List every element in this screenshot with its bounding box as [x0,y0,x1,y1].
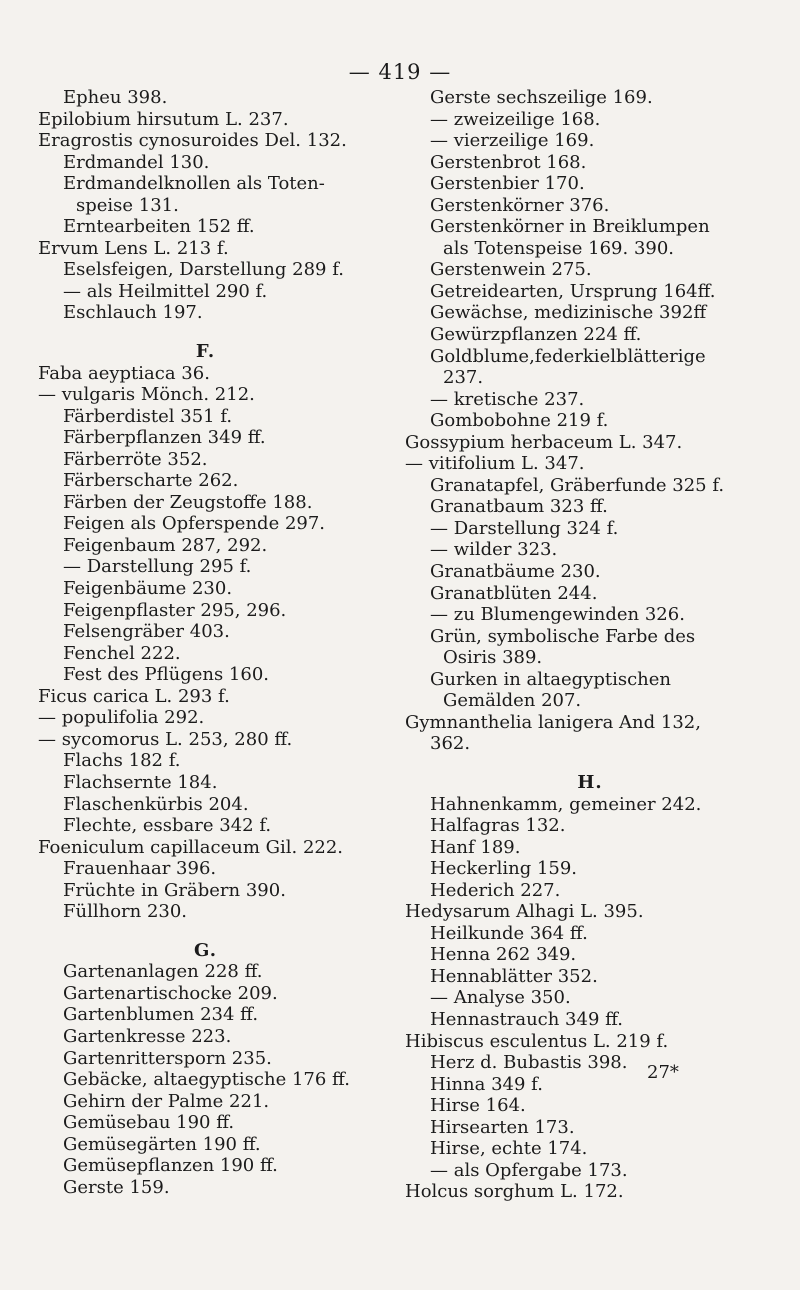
index-entry: Granatbaum 323 ff. [430,496,608,518]
index-entry: — vierzeilige 169. [430,130,595,152]
index-entry: Flechte, essbare 342 f. [63,815,272,837]
index-entry: Färberpflanzen 349 ff. [63,427,266,449]
section-heading: F. [195,341,216,363]
section-heading: H. [577,771,603,793]
index-entry: Hedysarum Alhagi L. 395. [405,901,644,923]
index-entry: als Totenspeise 169. 390. [443,237,675,259]
index-entry: Füllhorn 230. [63,901,188,923]
index-entry: Flachs 182 f. [63,750,181,772]
index-entry: Färberdistel 351 f. [63,405,233,427]
index-entry: Eragrostis cynosuroides Del. 132. [38,130,347,152]
index-entry: Foeniculum capillaceum Gil. 222. [38,836,344,858]
index-entry: Eschlauch 197. [63,302,203,324]
index-entry: — Darstellung 324 f. [430,517,619,539]
index-entry: Früchte in Gräbern 390. [63,879,286,901]
index-entry: Hederich 227. [430,879,561,901]
index-entry: Hirse, echte 174. [430,1138,588,1160]
index-entry: Gerstenbrot 168. [430,151,587,173]
index-entry: Goldblume,federkielblätterige [430,345,706,367]
index-entry: Granatbäume 230. [430,561,601,583]
index-entry: Gartenblumen 234 ff. [63,1004,259,1026]
index-entry: Hinna 349 f. [430,1073,543,1095]
index-entry: Gerstenkörner in Breiklumpen [430,216,710,238]
index-entry: Fest des Pflügens 160. [63,664,269,686]
index-entry: — vulgaris Mönch. 212. [38,384,255,406]
index-entry: Gerste 159. [63,1176,170,1198]
section-gap [405,755,775,772]
index-entry: Epheu 398. [63,87,168,108]
index-entry: — populifolia 292. [38,707,205,729]
index-entry: — vitifolium L. 347. [405,453,585,475]
index-entry: Hibiscus esculentus L. 219 f. [405,1030,669,1052]
index-entry: Gartenartischocke 209. [63,982,278,1004]
section-gap [38,324,373,341]
section-heading: G. [194,939,217,961]
index-entry: Halfagras 132. [430,815,566,837]
index-entry: Färberröte 352. [63,448,208,470]
index-entry: Hahnenkamm, gemeiner 242. [430,793,702,815]
index-entry: Gurken in altaegyptischen [430,668,671,690]
index-entry: Henna 262 349. [430,944,577,966]
index-entry: Erdmandelknollen als Toten- [63,173,325,195]
index-entry: Gewächse, medizinische 392ff [430,302,707,324]
index-entry: Gemüsegärten 190 ff. [63,1133,261,1155]
index-entry: Gewürzpflanzen 224 ff. [430,324,642,346]
index-entry: Hennablätter 352. [430,965,598,987]
index-entry: Frauenhaar 396. [63,858,217,880]
index-entry: Epilobium hirsutum L. 237. [38,108,289,130]
index-entry: 237. [443,367,484,389]
index-entry: Flaschenkürbis 204. [63,793,249,815]
index-entry: Granatblüten 244. [430,582,598,604]
index-entry: Gerste sechszeilige 169. [430,87,653,108]
index-column-left [38,87,373,1198]
index-entry: Gemüsepflanzen 190 ff. [63,1155,278,1177]
index-entry: Gartenrittersporn 235. [63,1047,272,1069]
index-entry: Gerstenbier 170. [430,173,585,195]
index-entry: Gartenkresse 223. [63,1025,232,1047]
index-entry: Hennastrauch 349 ff. [430,1008,624,1030]
index-entry: Herz d. Bubastis 398. [430,1052,628,1074]
index-entry: — als Heilmittel 290 f. [63,280,268,302]
index-entry: — kretische 237. [430,388,585,410]
index-entry: Eselsfeigen, Darstellung 289 f. [63,259,344,281]
index-entry: Feigenbaum 287, 292. [63,534,268,556]
index-entry: Grün, symbolische Farbe des [430,625,696,647]
index-entry: Ficus carica L. 293 f. [38,685,230,707]
index-entry: — zweizeilige 168. [430,108,601,130]
index-entry: Erdmandel 130. [63,151,210,173]
index-entry: Fenchel 222. [63,642,181,664]
index-entry: Gemüsebau 190 ff. [63,1112,235,1134]
index-entry: Gehirn der Palme 221. [63,1090,270,1112]
index-entry: Granatapfel, Gräberfunde 325 f. [430,474,725,496]
index-entry: Feigenbäume 230. [63,578,233,600]
index-entry: Heckerling 159. [430,858,578,880]
index-entry: Holcus sorghum L. 172. [405,1181,624,1203]
index-entry: — Darstellung 295 f. [63,556,252,578]
index-entry: Gerstenwein 275. [430,259,592,281]
index-entry: — wilder 323. [430,539,558,561]
index-entry: — Analyse 350. [430,987,571,1009]
index-entry: speise 131. [76,194,179,216]
index-entry: Ervum Lens L. 213 f. [38,237,229,259]
section-gap [38,923,373,940]
index-entry: Gemälden 207. [443,690,582,712]
index-entry: Gerstenkörner 376. [430,194,610,216]
index-entry: Faba aeyptiaca 36. [38,362,210,384]
index-entry: Felsengräber 403. [63,621,230,643]
index-entry: Heilkunde 364 ff. [430,922,588,944]
index-entry: Erntearbeiten 152 ff. [63,216,255,238]
page-number: — 419 — [348,60,452,84]
index-entry: Gymnanthelia lanigera And 132, [405,711,701,733]
index-entry: Hirse 164. [430,1095,526,1117]
index-entry: Färberscharte 262. [63,470,239,492]
index-column-right [405,87,775,1203]
signature-mark: 27* [647,1062,679,1083]
index-entry: Hanf 189. [430,836,521,858]
index-entry: 362. [430,733,471,755]
index-entry: Feigenpflaster 295, 296. [63,599,287,621]
index-entry: — sycomorus L. 253, 280 ff. [38,728,293,750]
index-entry: — als Opfergabe 173. [430,1159,628,1181]
index-entry: Gebäcke, altaegyptische 176 ff. [63,1069,350,1091]
index-entry: Hirsearten 173. [430,1116,575,1138]
index-entry: — zu Blumengewinden 326. [430,604,685,626]
index-entry: Gossypium herbaceum L. 347. [405,431,683,453]
index-entry: Getreidearten, Ursprung 164ff. [430,280,716,302]
index-entry: Feigen als Opferspende 297. [63,513,326,535]
index-entry: Flachsernte 184. [63,771,218,793]
index-entry: Osiris 389. [443,647,543,669]
index-entry: Gartenanlagen 228 ff. [63,961,263,983]
index-entry: Färben der Zeugstoffe 188. [63,491,313,513]
index-entry: Gombobohne 219 f. [430,410,609,432]
